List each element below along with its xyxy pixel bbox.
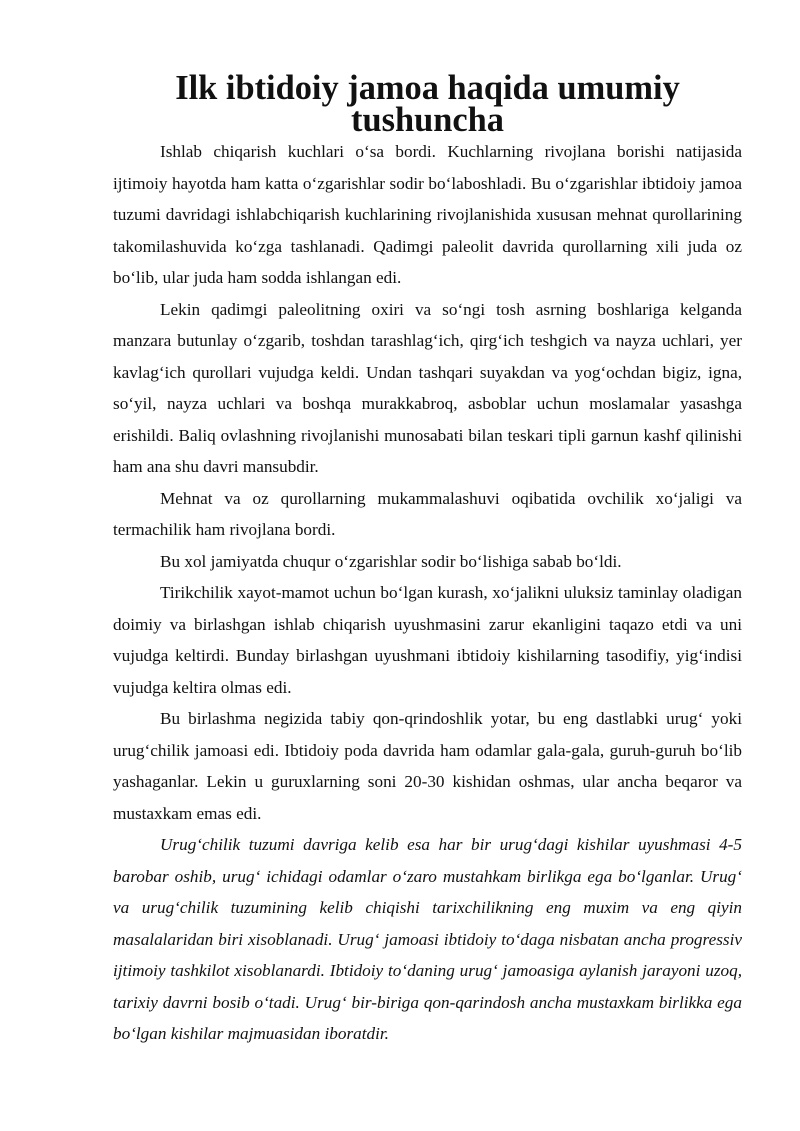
- paragraph-4: Bu xol jamiyatda chuqur o‘zgarishlar sodir bo‘lishiga sabab bo‘ldi.: [160, 551, 622, 571]
- document-title: Ilk ibtidoiy jamoa haqida umumiy tushuncha: [175, 69, 680, 139]
- paragraph-2: Lekin qadimgi paleolitning oxiri va so‘ngi tosh asrning boshlariga kelganda manzara butunlay o‘zgarib, toshdan tarashlag‘ich, qirg‘ich teshgich va nayza uchlari, yer kavlag‘ich qurollari vujudga keldi. Undan tashqari suyakdan va yog‘ochdan bigiz, igna, so‘yil, nayza uchlari va boshqa murakkabroq, asboblar uchun moslamalar yasashga erishildi. Baliq ovlashning rivojlanishi munosabati bilan teskari tipli garnun kashf qilinishi ham ana shu davri mansubdir.: [113, 299, 742, 476]
- paragraph-7-italic: Urug‘chilik tuzumi davriga kelib esa har bir urug‘dagi kishilar uyushmasi 4-5 barobar oshib, urug‘ ichidagi odamlar o‘zaro mustahkam birlikga ega bo‘lganlar. Urug‘ va urug‘chilik tuzumining kelib chiqishi tarixchilikning eng muxim va eng qiyin masalalaridan biri xisoblanadi. Urug‘ jamoasi ibtidoiy to‘daga nisbatan ancha progressiv ijtimoiy tashkilot xisoblanardi. Ibtidoiy to‘daning urug‘ jamoasiga aylanish jarayoni uzoq, tarixiy davrni bosib o‘tadi. Urug‘ bir-biriga qon-qarindosh ancha mustaxkam birlikka ega bo‘lgan kishilar majmuasidan iboratdir.: [113, 835, 742, 1043]
- paragraph-3: Mehnat va oz qurollarning mukammalashuvi oqibatida ovchilik xo‘jaligi va termachilik ham rivojlana bordi.: [113, 488, 742, 539]
- paragraph-1: Ishlab chiqarish kuchlari o‘sa bordi. Kuchlarning rivojlana borishi natijasida ijtimoiy hayotda ham katta o‘zgarishlar sodir bo‘laboshladi. Bu o‘zgarishlar ibtidoiy jamoa tuzumi davridagi ishlabchiqarish kuchlarining rivojlanishida xususan mehnat qurollarining takomilashuvida ko‘zga tashlanadi. Qadimgi paleolit davrida qurollarning xili juda oz bo‘lib, ular juda ham sodda ishlangan edi.: [113, 142, 742, 287]
- paragraph-6: Bu birlashma negizida tabiy qon-qrindoshlik yotar, bu eng dastlabki urug‘ yoki urug‘chilik jamoasi edi. Ibtidoiy poda davrida ham odamlar gala-gala, guruh-guruh bo‘lib yashaganlar. Lekin u guruxlarning soni 20-30 kishidan oshmas, ular ancha beqaror va mustaxkam emas edi.: [113, 709, 742, 823]
- document-page: [113, 69, 742, 1050]
- paragraph-5: Tirikchilik xayot-mamot uchun bo‘lgan kurash, xo‘jalikni uluksiz taminlay oladigan doimiy va birlashgan ishlab chiqarish uyushmasini zarur ekanligini taqazo etdi va uni vujudga keltirdi. Bunday birlashgan uyushmani ibtidoiy kishilarning tasodifiy, yig‘indisi vujudga keltira olmas edi.: [113, 583, 742, 697]
